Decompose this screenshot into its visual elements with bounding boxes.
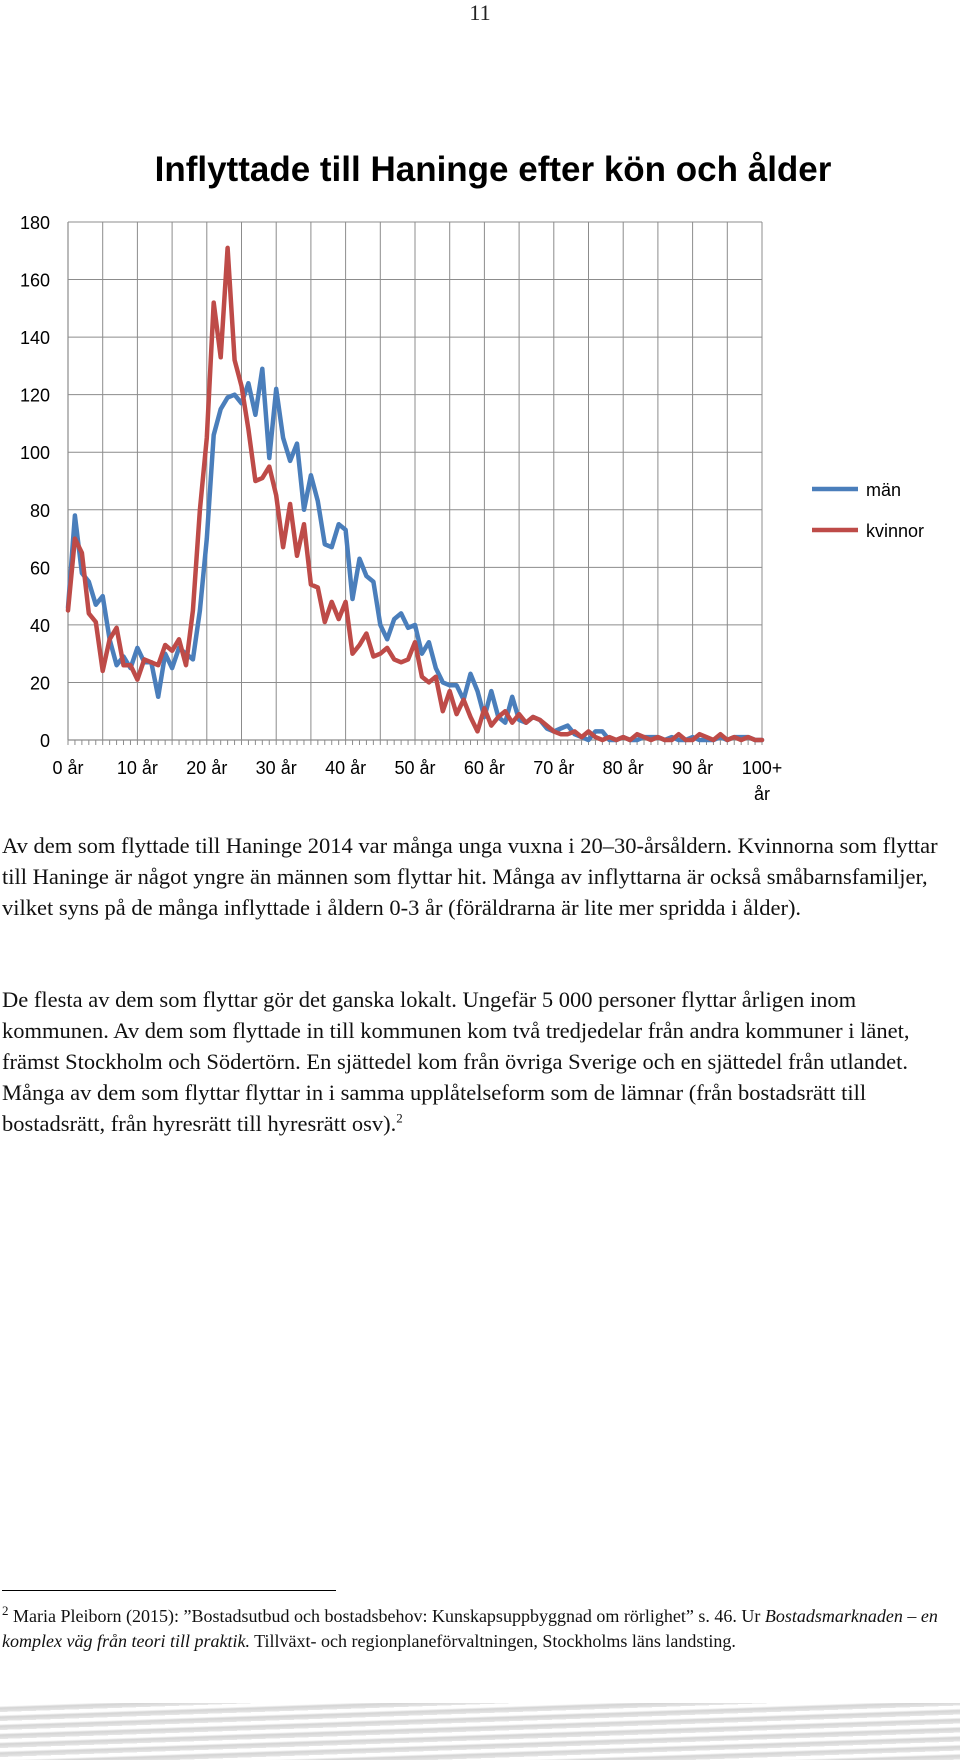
y-tick-label: 0 [39,731,50,751]
decorative-footer-band [0,1703,960,1760]
x-tick-label-line: 80 år [602,758,644,778]
y-tick-label: 180 [19,213,50,233]
y-tick-label: 80 [29,500,50,521]
y-tick-label: 140 [19,328,50,349]
x-tick-label [533,758,574,778]
x-tick-label [325,758,366,778]
x-tick-label [256,758,297,778]
x-tick-label-line: 40 år [325,758,367,778]
y-tick-label: 60 [29,558,50,579]
chart-legend [812,480,924,541]
footnote-text-end: Tillväxt- och regionplaneförvaltningen, Stockholms läns landsting. [249,1631,736,1651]
y-tick-label: 100 [19,443,50,464]
y-tick-label: 160 [19,270,50,291]
legend-label: kvinnor [866,521,925,541]
x-tick-label-line: 10 år [116,758,158,778]
footnote-divider [2,1590,336,1591]
x-tick-label-line: 70 år [533,758,575,778]
paragraph-2 [2,984,954,1139]
x-tick-label [186,758,227,778]
paragraph-1: Av dem som flyttade till Haninge 2014 var många unga vuxna i 20–30-årsåldern. Kvinnorna som flyttar till Haninge är något yngre än männen som flyttar hit. Många av inflyttarna är också småbarnsfamiljer, vilket syns på de många inflyttade i åldern 0-3 år (föräldrarna är lite mer spridda i ålder). [2,833,938,920]
x-tick-label-line: 0 år [52,758,84,778]
legend-label: män [866,480,902,500]
y-tick-label: 120 [19,385,50,406]
x-tick-label [672,758,713,778]
footnote-text-start: Maria Pleiborn (2015): ”Bostadsutbud och bostadsbehov: Kunskapsuppbyggnad om rörlighet” s. 46. Ur [13,1606,765,1626]
footnote-reference: 2 [396,1110,403,1126]
x-tick-label [603,758,644,778]
footnote [2,1604,954,1654]
x-tick-label [52,758,83,778]
x-tick-label-line: år [753,784,771,804]
y-tick-label: 20 [29,673,50,694]
footnote-text-italic: Bostadsmarknaden – en komplex väg från teori till praktik. [2,1606,938,1651]
footnote-marker: 2 [2,1603,9,1618]
x-tick-label [742,758,783,804]
y-tick-label: 40 [29,615,50,636]
x-tick-label [464,758,505,778]
page-number: 11 [469,0,491,25]
x-tick-label-line: 100+ [741,758,783,778]
line-chart [0,130,960,810]
y-tick-labels [20,213,50,751]
x-tick-label-line: 20 år [186,758,228,778]
paragraph-2-text: De flesta av dem som flyttar gör det ganska lokalt. Ungefär 5 000 personer flyttar årligen inom kommunen. Av dem som flyttade in till kommunen kom två tredjedelar från andra kommuner i länet, främst Stockholm och Södertörn. En sjättedel kom från övriga Sverige och en sjättedel från utlandet. Många av dem som flyttar flyttar in i samma upplåtelseform som de lämnar (från bostadsrätt till bostadsrätt, från hyresrätt till hyresrätt osv). [2,987,910,1136]
x-tick-label [394,758,435,778]
x-tick-label-line: 90 år [672,758,714,778]
x-tick-label-line: 60 år [463,758,505,778]
x-tick-label [117,758,158,778]
chart-title: Inflyttade till Haninge efter kön och ålder [154,150,832,189]
x-tick-label-line: 50 år [394,758,436,778]
x-tick-label-line: 30 år [255,758,297,778]
x-tick-labels [52,758,782,804]
